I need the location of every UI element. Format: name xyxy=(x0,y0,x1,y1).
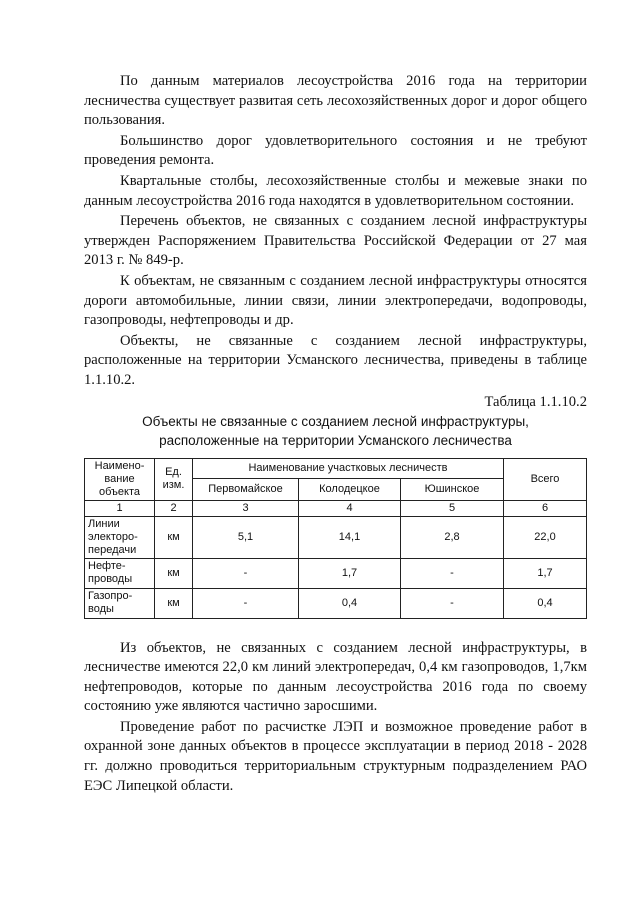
row-value: - xyxy=(193,558,299,588)
table-title-line2: расположенные на территории Усманского лесничества xyxy=(159,432,512,448)
table-row xyxy=(85,558,587,588)
header-yushinskoe: Юшинское xyxy=(401,478,504,500)
header-object-name: Наимено-вание объекта xyxy=(85,458,155,500)
paragraph-posts: Квартальные столбы, лесохозяйственные столбы и межевые знаки по данным лесоустройства 2016 года находятся в удовлетворительном состоянии. xyxy=(84,172,587,209)
row-value: - xyxy=(401,588,504,618)
row-total: 0,4 xyxy=(504,588,587,618)
row-total: 1,7 xyxy=(504,558,587,588)
col-number: 3 xyxy=(193,500,299,516)
paragraph-list-decree: Перечень объектов, не связанных с созданием лесной инфраструктуры утвержден Распоряжением Правительства Российской Федерации от 27 мая 2013 г. № 849-р. xyxy=(84,213,587,269)
row-value: - xyxy=(401,558,504,588)
col-number: 4 xyxy=(299,500,401,516)
document-page xyxy=(84,72,587,796)
table-label: Таблица 1.1.10.2 xyxy=(484,393,587,410)
row-unit: км xyxy=(155,516,193,558)
paragraph-table-reference: Объекты, не связанные с созданием лесной инфраструктуры, расположенные на территории Усманского лесничества, приведены в таблице 1.1.10.2. xyxy=(84,332,587,388)
paragraph-maintenance: Проведение работ по расчистке ЛЭП и возможное проведение работ в охранной зоне данных объектов в процессе эксплуатации в период 2018 - 2028 гг. должно проводиться территориальным структурным подразделением РАО ЕЭС Липецкой области. xyxy=(84,718,587,794)
col-number: 6 xyxy=(504,500,587,516)
table-header-row xyxy=(85,458,587,478)
row-value: - xyxy=(193,588,299,618)
paragraph-roads-condition: Большинство дорог удовлетворительного состояния и не требуют проведения ремонта. xyxy=(84,132,587,169)
row-name: Линии электоро-передачи xyxy=(85,516,155,558)
table-row xyxy=(85,516,587,558)
table-title-line1: Объекты не связанные с созданием лесной инфраструктуры, xyxy=(142,413,529,429)
row-value: 14,1 xyxy=(299,516,401,558)
paragraph-roads: По данным материалов лесоустройства 2016 года на территории лесничества существует развитая сеть лесохозяйственных дорог и дорог общего пользования. xyxy=(84,73,587,129)
closing-section xyxy=(84,639,587,797)
row-unit: км xyxy=(155,588,193,618)
header-pervomayskoe: Первомайское xyxy=(193,478,299,500)
row-value: 5,1 xyxy=(193,516,299,558)
header-kolodetskoe: Колодецкое xyxy=(299,478,401,500)
paragraph-object-types: К объектам, не связанным с созданием лесной инфраструктуры относятся дороги автомобильные, линии связи, линии электропередачи, водопроводы, газопроводы, нефтепроводы и др. xyxy=(84,272,587,329)
row-name: Нефте-проводы xyxy=(85,558,155,588)
row-value: 0,4 xyxy=(299,588,401,618)
row-value: 1,7 xyxy=(299,558,401,588)
header-total: Всего xyxy=(504,458,587,500)
col-number: 2 xyxy=(155,500,193,516)
row-total: 22,0 xyxy=(504,516,587,558)
col-number: 5 xyxy=(401,500,504,516)
paragraph-summary: Из объектов, не связанных с созданием лесной инфраструктуры, в лесничестве имеются 22,0 км линий электропередач, 0,4 км газопроводов, 1,7км нефтепроводов, которые по данным лесоустройства 2016 года по своему состоянию уже являются частично заросшими. xyxy=(84,639,587,715)
table-title xyxy=(84,412,587,450)
col-number: 1 xyxy=(85,500,155,516)
row-value: 2,8 xyxy=(401,516,504,558)
header-unit: Ед. изм. xyxy=(155,458,193,500)
header-forestry-group: Наименование участковых лесничеств xyxy=(193,458,504,478)
table-number-row xyxy=(85,500,587,516)
objects-table xyxy=(84,458,587,619)
row-name: Газопро-воды xyxy=(85,588,155,618)
row-unit: км xyxy=(155,558,193,588)
table-row xyxy=(85,588,587,618)
